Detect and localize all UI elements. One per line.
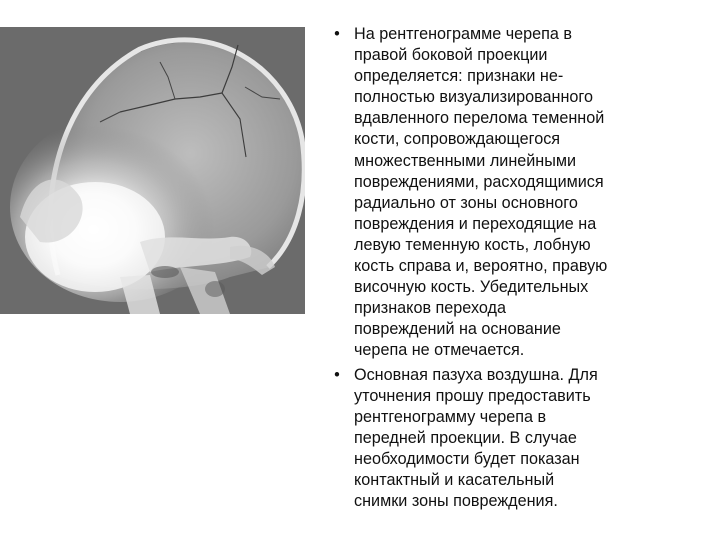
report-bullet-list	[330, 24, 715, 512]
bullet-marker: •	[334, 365, 340, 384]
bullet-text: Основная пазуха воздушна. Для уточнения прошу предоставить рентгенограмму черепа в передней проекции. В случае необходимости будет показан контактный и касательный снимки зоны повреждения.	[354, 365, 598, 511]
bullet-item	[330, 24, 715, 362]
skull-xray-image	[0, 27, 305, 314]
bullet-item	[330, 365, 715, 513]
bullet-text: На рентгенограмме черепа в правой боковой проекции определяется: признаки не- полностью визуализированного вдавленного перелома теменной кости, сопровождающегося множественными линейными повреждениями, расходящимися радиально от зоны основного повреждения и переходящие на левую теменную кость, лобную кость справа и, вероятно, правую височную кость. Убедительных признаков перехода повреждений на основание черепа не отмечается.	[354, 25, 608, 360]
bullet-marker: •	[334, 25, 340, 43]
